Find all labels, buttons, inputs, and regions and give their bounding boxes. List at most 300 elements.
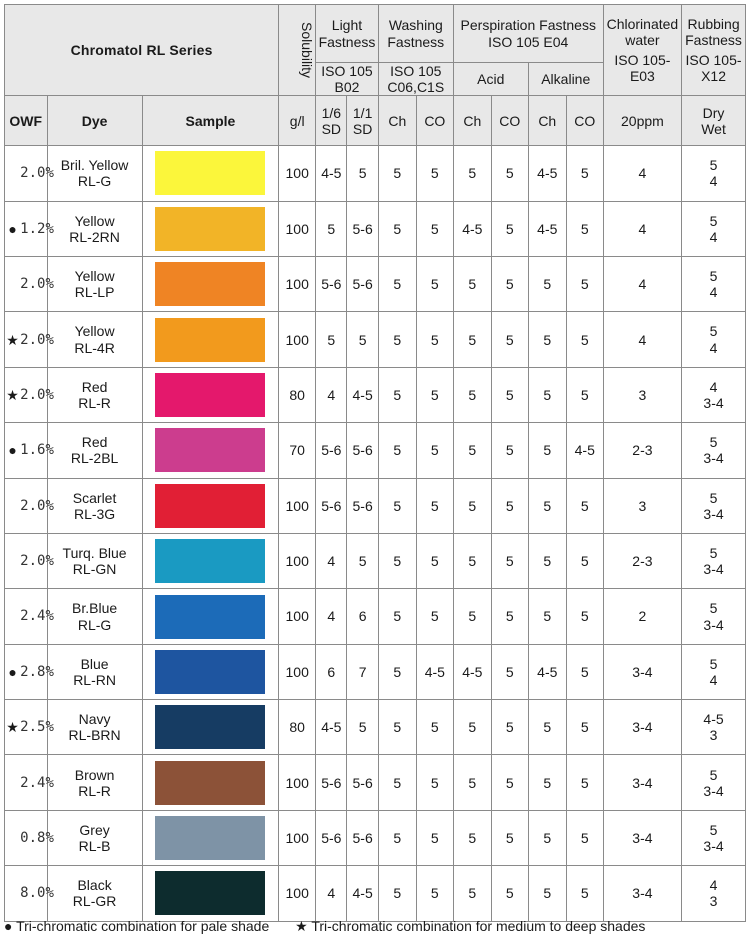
chlorinated-water-header: Chlorinated water ISO 105-E03 — [603, 5, 681, 96]
rubbing-values — [682, 256, 746, 311]
sample-swatch — [155, 484, 265, 528]
value-wch: 5 — [378, 810, 416, 865]
dye-code: RL-GN — [72, 561, 117, 578]
rub-dry-value: 5 — [709, 157, 718, 174]
value-chl: 3-4 — [603, 866, 681, 921]
value-ach: 4-5 — [453, 201, 491, 256]
value-aco: 5 — [491, 589, 528, 644]
sample-cell — [142, 755, 279, 810]
value-ach: 4-5 — [453, 644, 491, 699]
value-ach: 5 — [453, 810, 491, 865]
sample-swatch — [155, 761, 265, 805]
value-l16: 5-6 — [316, 423, 347, 478]
rubbing-values — [682, 312, 746, 367]
sample-cell — [142, 256, 279, 311]
table-row — [5, 866, 746, 921]
value-ach: 5 — [453, 755, 491, 810]
solubility-unit: g/l — [279, 96, 316, 146]
value-ach: 5 — [453, 312, 491, 367]
value-ach: 5 — [453, 533, 491, 588]
value-kco: 5 — [566, 367, 603, 422]
rub-dry-value: 4-5 — [703, 711, 724, 728]
owf-value: 1.2% — [20, 201, 47, 256]
value-kco: 4-5 — [566, 423, 603, 478]
value-wch: 5 — [378, 533, 416, 588]
owf-value: 2.0% — [20, 146, 47, 201]
value-kch: 5 — [528, 256, 566, 311]
value-kch: 5 — [528, 810, 566, 865]
dye-name-line: Black — [77, 877, 112, 894]
chlor-ppm-header: 20ppm — [603, 96, 681, 146]
value-sol: 80 — [279, 700, 316, 755]
value-wch: 5 — [378, 866, 416, 921]
value-aco: 5 — [491, 700, 528, 755]
value-wco: 5 — [416, 201, 453, 256]
value-kco: 5 — [566, 755, 603, 810]
dye-name — [47, 866, 142, 921]
dye-name — [47, 256, 142, 311]
value-wco: 5 — [416, 589, 453, 644]
sample-cell — [142, 478, 279, 533]
table-row — [5, 201, 746, 256]
owf-value: 1.6% — [20, 423, 47, 478]
table-row — [5, 810, 746, 865]
shade-mark — [5, 478, 21, 533]
value-sol: 100 — [279, 589, 316, 644]
rub-dry-value: 5 — [709, 655, 718, 672]
value-aco: 5 — [491, 201, 528, 256]
dye-name-line: Yellow — [74, 268, 115, 285]
value-sol: 100 — [279, 810, 316, 865]
value-wch: 5 — [378, 589, 416, 644]
value-aco: 5 — [491, 533, 528, 588]
dye-code: RL-BRN — [68, 727, 121, 744]
rub-wet-value: 4 — [709, 228, 718, 245]
sample-cell — [142, 312, 279, 367]
value-aco: 5 — [491, 755, 528, 810]
value-wco: 5 — [416, 367, 453, 422]
sample-swatch — [155, 373, 265, 417]
dye-name-line: Brown — [74, 766, 115, 783]
rub-wet-value: 4 — [709, 671, 718, 688]
dye-code: RL-GR — [72, 893, 117, 910]
value-kco: 5 — [566, 478, 603, 533]
value-chl: 4 — [603, 146, 681, 201]
rubbing-values — [682, 533, 746, 588]
value-l11: 5-6 — [347, 423, 378, 478]
rub-dry-value: 5 — [709, 489, 718, 506]
value-chl: 2-3 — [603, 533, 681, 588]
shade-mark — [5, 866, 21, 921]
value-kch: 5 — [528, 866, 566, 921]
dye-name-line: Blue — [80, 655, 109, 672]
rub-wet-value: 3-4 — [703, 838, 724, 855]
value-l11: 5-6 — [347, 256, 378, 311]
dye-name-line: Yellow — [74, 323, 115, 340]
value-l11: 5 — [347, 700, 378, 755]
dye-name — [47, 201, 142, 256]
rubbing-values — [682, 146, 746, 201]
dye-code: RL-B — [78, 838, 111, 855]
sample-swatch — [155, 650, 265, 694]
value-l11: 4-5 — [347, 367, 378, 422]
owf-value: 2.0% — [20, 367, 47, 422]
sample-swatch — [155, 539, 265, 583]
rubbing-values — [682, 644, 746, 699]
value-kco: 5 — [566, 589, 603, 644]
rub-dry-value: 5 — [709, 766, 718, 783]
value-ach: 5 — [453, 866, 491, 921]
shade-mark — [5, 533, 21, 588]
value-l11: 4-5 — [347, 866, 378, 921]
value-l11: 6 — [347, 589, 378, 644]
dye-code: RL-4R — [74, 339, 115, 356]
table-row — [5, 423, 746, 478]
value-kch: 5 — [528, 423, 566, 478]
value-sol: 100 — [279, 256, 316, 311]
value-chl: 4 — [603, 312, 681, 367]
value-wco: 5 — [416, 256, 453, 311]
value-l16: 5-6 — [316, 810, 347, 865]
alk-ch-header: Ch — [528, 96, 566, 146]
value-chl: 3-4 — [603, 810, 681, 865]
dye-code: RL-G — [77, 173, 112, 190]
value-aco: 5 — [491, 146, 528, 201]
value-wco: 5 — [416, 423, 453, 478]
dye-code: RL-LP — [74, 284, 115, 301]
value-kco: 5 — [566, 700, 603, 755]
value-chl: 3 — [603, 478, 681, 533]
value-kch: 5 — [528, 478, 566, 533]
value-sol: 100 — [279, 755, 316, 810]
value-kch: 4-5 — [528, 146, 566, 201]
dye-name — [47, 312, 142, 367]
dye-name — [47, 700, 142, 755]
value-kco: 5 — [566, 201, 603, 256]
value-aco: 5 — [491, 312, 528, 367]
sample-swatch — [155, 262, 265, 306]
sample-cell — [142, 589, 279, 644]
shade-mark — [5, 755, 21, 810]
rub-wet-value: 3-4 — [703, 505, 724, 522]
dye-code: RL-R — [78, 394, 111, 411]
dye-name — [47, 423, 142, 478]
rub-dry-value: 5 — [709, 821, 718, 838]
value-chl: 3-4 — [603, 700, 681, 755]
value-wch: 5 — [378, 367, 416, 422]
value-l16: 5 — [316, 312, 347, 367]
acid-header: Acid — [453, 63, 528, 96]
light-fastness-header: Light Fastness — [316, 5, 379, 63]
value-chl: 4 — [603, 201, 681, 256]
value-wco: 5 — [416, 478, 453, 533]
rubbing-values — [682, 367, 746, 422]
legend-deep: ★ Tri-chromatic combination for medium to deep shades — [295, 918, 646, 934]
rubbing-values — [682, 201, 746, 256]
rubbing-values — [682, 700, 746, 755]
sample-swatch — [155, 595, 265, 639]
value-kco: 5 — [566, 146, 603, 201]
value-l16: 4-5 — [316, 146, 347, 201]
table-row — [5, 478, 746, 533]
value-wch: 5 — [378, 312, 416, 367]
value-l16: 4-5 — [316, 700, 347, 755]
rub-wet-value: 3 — [709, 727, 718, 744]
table-row — [5, 367, 746, 422]
wash-co-header: CO — [416, 96, 453, 146]
dye-name — [47, 589, 142, 644]
value-chl: 4 — [603, 256, 681, 311]
dye-fastness-table — [4, 4, 746, 922]
value-chl: 2-3 — [603, 423, 681, 478]
value-kch: 5 — [528, 700, 566, 755]
value-sol: 100 — [279, 146, 316, 201]
value-aco: 5 — [491, 644, 528, 699]
rub-dry-value: 5 — [709, 268, 718, 285]
sample-cell — [142, 644, 279, 699]
value-l16: 5-6 — [316, 256, 347, 311]
dye-name — [47, 755, 142, 810]
value-kco: 5 — [566, 312, 603, 367]
dye-name-line: Navy — [78, 711, 111, 728]
value-sol: 100 — [279, 866, 316, 921]
rub-wet-value: 3-4 — [703, 394, 724, 411]
value-sol: 100 — [279, 478, 316, 533]
owf-value: 2.4% — [20, 589, 47, 644]
rub-wet-value: 4 — [709, 284, 718, 301]
value-kch: 5 — [528, 367, 566, 422]
owf-value: 2.0% — [20, 533, 47, 588]
washing-std: ISO 105 C06,C1S — [378, 63, 453, 96]
table-row — [5, 700, 746, 755]
table-row — [5, 146, 746, 201]
solubility-header: Solubility — [279, 5, 316, 96]
value-aco: 5 — [491, 423, 528, 478]
sample-swatch — [155, 816, 265, 860]
shade-mark — [5, 146, 21, 201]
shade-mark: ● — [5, 423, 21, 478]
alkaline-header: Alkaline — [528, 63, 603, 96]
value-l16: 6 — [316, 644, 347, 699]
rub-dry-value: 5 — [709, 600, 718, 617]
value-wco: 4-5 — [416, 644, 453, 699]
value-aco: 5 — [491, 478, 528, 533]
dye-name-line: Red — [81, 434, 108, 451]
value-wco: 5 — [416, 533, 453, 588]
value-ach: 5 — [453, 423, 491, 478]
value-l11: 5-6 — [347, 201, 378, 256]
owf-value: 0.8% — [20, 810, 47, 865]
acid-ch-header: Ch — [453, 96, 491, 146]
owf-header: OWF — [5, 96, 48, 146]
dye-code: RL-RN — [73, 671, 116, 688]
value-wch: 5 — [378, 423, 416, 478]
value-sol: 100 — [279, 312, 316, 367]
dye-name — [47, 478, 142, 533]
dye-header: Dye — [47, 96, 142, 146]
owf-value: 2.4% — [20, 755, 47, 810]
table-title: Chromatol RL Series — [5, 5, 279, 96]
rubbing-values — [682, 589, 746, 644]
value-sol: 100 — [279, 644, 316, 699]
alk-co-header: CO — [566, 96, 603, 146]
value-wch: 5 — [378, 201, 416, 256]
value-kco: 5 — [566, 810, 603, 865]
value-sol: 100 — [279, 201, 316, 256]
rubbing-values — [682, 755, 746, 810]
value-kch: 5 — [528, 589, 566, 644]
value-l11: 5 — [347, 312, 378, 367]
light-std: ISO 105 B02 — [316, 63, 379, 96]
light-16-header: 1/6 SD — [316, 96, 347, 146]
shade-mark: ● — [5, 644, 21, 699]
sample-cell — [142, 810, 279, 865]
sample-cell — [142, 700, 279, 755]
value-wco: 5 — [416, 146, 453, 201]
owf-value: 2.8% — [20, 644, 47, 699]
value-chl: 2 — [603, 589, 681, 644]
value-l11: 5-6 — [347, 755, 378, 810]
value-l11: 5 — [347, 533, 378, 588]
value-ach: 5 — [453, 146, 491, 201]
rub-dry-value: 5 — [709, 323, 718, 340]
sample-cell — [142, 866, 279, 921]
dye-name-line: Scarlet — [72, 489, 117, 506]
value-wco: 5 — [416, 312, 453, 367]
sample-swatch — [155, 318, 265, 362]
dye-name — [47, 367, 142, 422]
value-l11: 7 — [347, 644, 378, 699]
table-row — [5, 589, 746, 644]
rub-wet-value: 3-4 — [703, 782, 724, 799]
dye-name-line: Bril. Yellow — [60, 157, 129, 174]
dye-name-line: Yellow — [74, 212, 115, 229]
dye-code: RL-G — [77, 616, 112, 633]
dye-code: RL-2RN — [69, 228, 120, 245]
value-chl: 3 — [603, 367, 681, 422]
value-kch: 4-5 — [528, 644, 566, 699]
value-l16: 5-6 — [316, 478, 347, 533]
sample-swatch — [155, 151, 265, 195]
rub-dry-value: 5 — [709, 434, 718, 451]
table-row — [5, 644, 746, 699]
value-chl: 3-4 — [603, 755, 681, 810]
value-kch: 4-5 — [528, 201, 566, 256]
value-wch: 5 — [378, 644, 416, 699]
owf-value: 8.0% — [20, 866, 47, 921]
rub-dry-value: 5 — [709, 212, 718, 229]
value-wco: 5 — [416, 755, 453, 810]
shade-mark: ★ — [5, 312, 21, 367]
washing-fastness-header: Washing Fastness — [378, 5, 453, 63]
legend-pale: ● Tri-chromatic combination for pale shade — [4, 918, 270, 934]
rub-wet-value: 3-4 — [703, 616, 724, 633]
value-l16: 5-6 — [316, 755, 347, 810]
value-l16: 4 — [316, 866, 347, 921]
rubbing-values — [682, 423, 746, 478]
value-aco: 5 — [491, 367, 528, 422]
rubbing-values — [682, 478, 746, 533]
dye-name-line: Turq. Blue — [62, 545, 127, 562]
shade-mark — [5, 256, 21, 311]
value-l16: 4 — [316, 367, 347, 422]
value-ach: 5 — [453, 700, 491, 755]
dye-name — [47, 146, 142, 201]
value-kco: 5 — [566, 644, 603, 699]
value-sol: 70 — [279, 423, 316, 478]
wash-ch-header: Ch — [378, 96, 416, 146]
dye-name-line: Grey — [79, 821, 110, 838]
sample-swatch — [155, 871, 265, 915]
value-l16: 5 — [316, 201, 347, 256]
value-ach: 5 — [453, 589, 491, 644]
value-wco: 5 — [416, 700, 453, 755]
value-l11: 5-6 — [347, 810, 378, 865]
value-kco: 5 — [566, 866, 603, 921]
value-sol: 80 — [279, 367, 316, 422]
value-wch: 5 — [378, 256, 416, 311]
shade-mark: ● — [5, 201, 21, 256]
value-kch: 5 — [528, 533, 566, 588]
shade-mark — [5, 589, 21, 644]
table-row — [5, 256, 746, 311]
dye-name — [47, 644, 142, 699]
rub-dry-value: 5 — [709, 545, 718, 562]
value-wco: 5 — [416, 810, 453, 865]
table-row — [5, 312, 746, 367]
sample-cell — [142, 367, 279, 422]
rub-wet-value: 4 — [709, 173, 718, 190]
value-kco: 5 — [566, 533, 603, 588]
rub-dry-wet-header: Dry Wet — [682, 96, 746, 146]
value-kco: 5 — [566, 256, 603, 311]
sample-cell — [142, 533, 279, 588]
value-kch: 5 — [528, 755, 566, 810]
rub-wet-value: 3-4 — [703, 450, 724, 467]
sample-swatch — [155, 428, 265, 472]
dye-name — [47, 810, 142, 865]
owf-value: 2.5% — [20, 700, 47, 755]
table-row — [5, 755, 746, 810]
value-aco: 5 — [491, 810, 528, 865]
shade-mark: ★ — [5, 700, 21, 755]
rub-wet-value: 3 — [709, 893, 718, 910]
shade-mark: ★ — [5, 367, 21, 422]
rubbing-values — [682, 810, 746, 865]
value-wch: 5 — [378, 755, 416, 810]
value-l11: 5 — [347, 146, 378, 201]
dye-name — [47, 533, 142, 588]
rub-dry-value: 4 — [709, 378, 718, 395]
sample-header: Sample — [142, 96, 279, 146]
sample-swatch — [155, 207, 265, 251]
value-l11: 5-6 — [347, 478, 378, 533]
rubbing-fastness-header: Rubbing Fastness ISO 105-X12 — [682, 5, 746, 96]
rub-wet-value: 3-4 — [703, 561, 724, 578]
dye-code: RL-3G — [73, 505, 116, 522]
rubbing-values — [682, 866, 746, 921]
dye-name-line: Red — [81, 378, 108, 395]
dye-name-line: Br.Blue — [72, 600, 118, 617]
value-wch: 5 — [378, 700, 416, 755]
value-ach: 5 — [453, 256, 491, 311]
value-l16: 4 — [316, 533, 347, 588]
owf-value: 2.0% — [20, 478, 47, 533]
rub-wet-value: 4 — [709, 339, 718, 356]
value-wco: 5 — [416, 866, 453, 921]
perspiration-fastness-header: Perspiration Fastness ISO 105 E04 — [453, 5, 603, 63]
dye-code: RL-2BL — [70, 450, 119, 467]
